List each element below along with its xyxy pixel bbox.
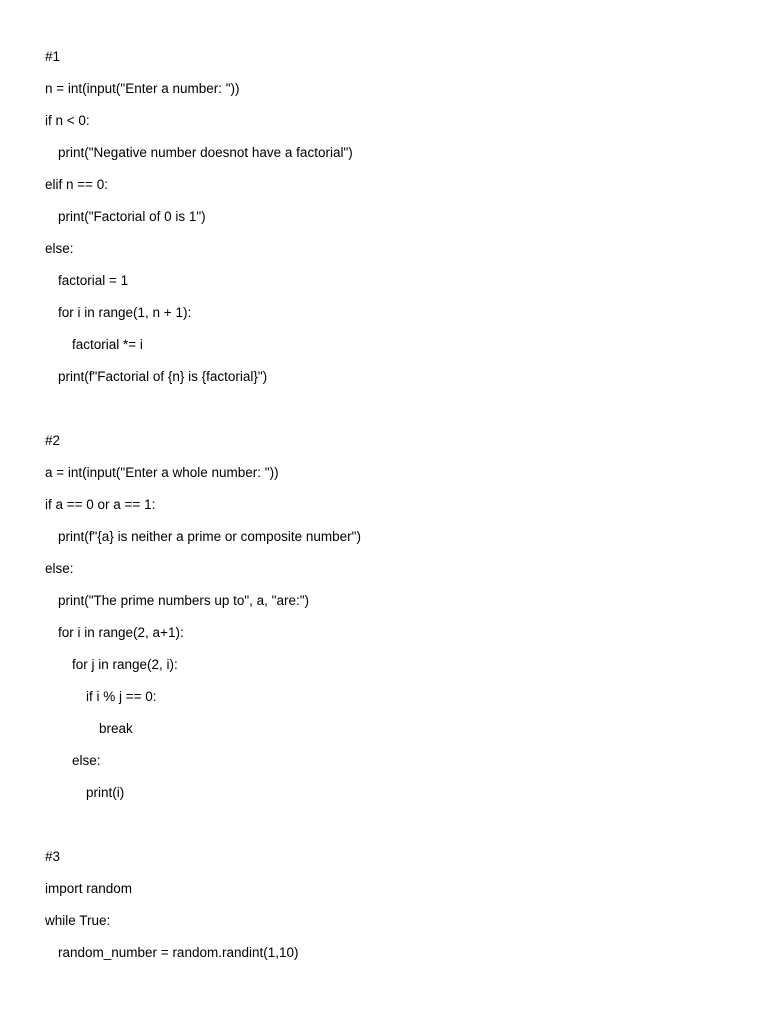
code-line: else: [45,561,74,576]
code-line: factorial *= i [72,337,143,352]
code-line: a = int(input("Enter a whole number: ")) [45,465,279,480]
code-line: print(i) [86,785,125,800]
code-line: print("The prime numbers up to", a, "are:") [58,593,310,608]
code-line: print("Negative number doesnot have a factorial") [58,145,353,160]
code-line: for i in range(1, n + 1): [58,305,192,320]
code-line: random_number = random.randint(1,10) [58,945,299,960]
code-line: factorial = 1 [58,273,129,288]
code-line: #2 [45,433,61,448]
code-line: print(f"Factorial of {n} is {factorial}") [58,369,268,384]
code-line: print(f"{a} is neither a prime or composite number") [58,529,361,544]
code-line: elif n == 0: [45,177,109,192]
code-line: else: [45,241,74,256]
code-line: import random [45,881,133,896]
code-line: for j in range(2, i): [72,657,178,672]
code-line: break [99,721,133,736]
code-line: if a == 0 or a == 1: [45,497,156,512]
code-line: while True: [45,913,111,928]
code-line: print("Factorial of 0 is 1") [58,209,206,224]
code-line: if n < 0: [45,113,90,128]
code-line: #3 [45,849,61,864]
code-line: if i % j == 0: [86,689,157,704]
code-line: #1 [45,49,61,64]
code-line: for i in range(2, a+1): [58,625,184,640]
code-line: else: [72,753,101,768]
code-line: n = int(input("Enter a number: ")) [45,81,240,96]
